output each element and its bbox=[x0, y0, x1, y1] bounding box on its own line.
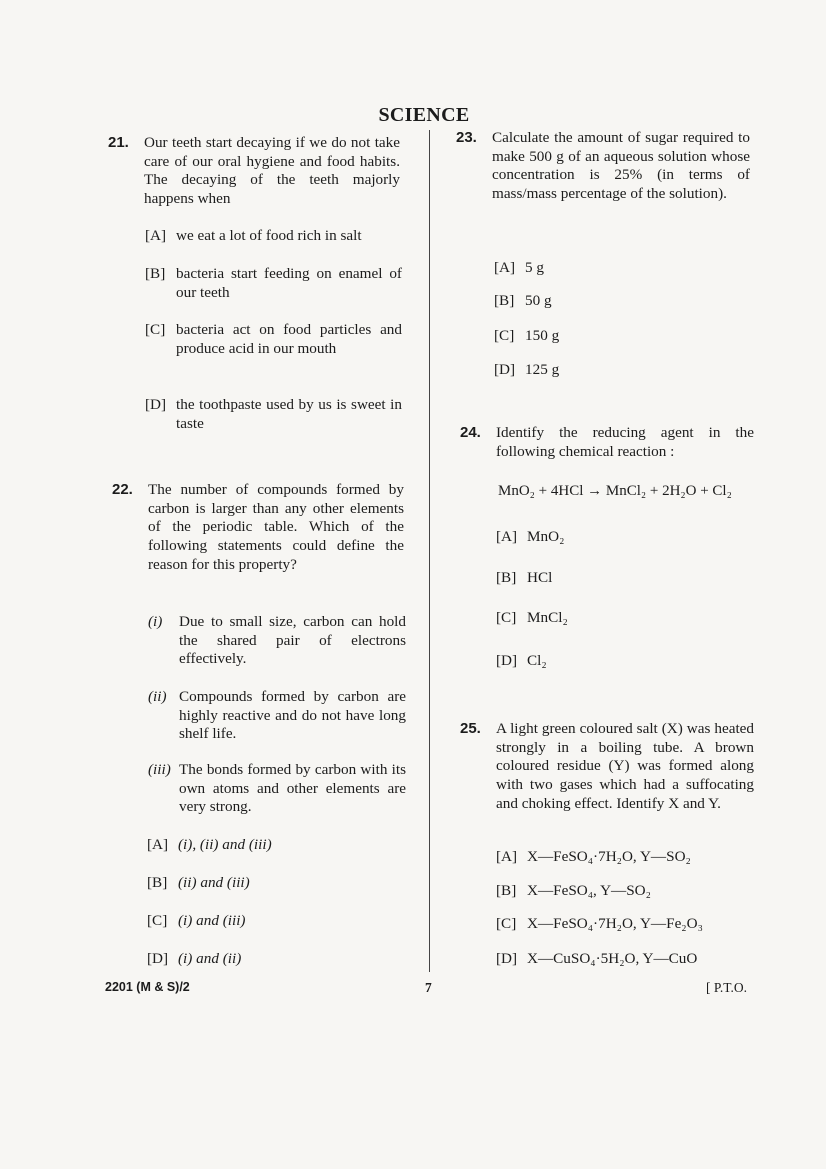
question-number: 25. bbox=[460, 720, 481, 737]
option-label: [D] bbox=[147, 950, 169, 967]
option-label: [D] bbox=[494, 361, 516, 378]
page-number: 7 bbox=[425, 980, 432, 995]
option-23-a[interactable] bbox=[494, 259, 694, 278]
option-23-b[interactable] bbox=[494, 292, 694, 311]
statement-label: (ii) bbox=[148, 688, 167, 705]
question-stem: Our teeth start decaying if we do not take care of our oral hygiene and food habits. The decaying of the teeth majorly happens when bbox=[144, 134, 400, 208]
option-label: [C] bbox=[147, 912, 168, 929]
option-label: [A] bbox=[494, 259, 516, 276]
option-label: [B] bbox=[494, 292, 515, 309]
option-text: X—FeSO₄·7H₂O, Y—SO₂ bbox=[527, 848, 691, 865]
option-label: [C] bbox=[145, 321, 166, 338]
question-stem: Calculate the amount of sugar required to make 500 g of an aqueous solution whose concentration is 25% (in terms of mass/mass percentage of the solution). bbox=[492, 129, 750, 203]
option-label: [C] bbox=[496, 609, 517, 626]
option-22-d[interactable] bbox=[147, 950, 387, 969]
option-label: [B] bbox=[145, 265, 166, 282]
option-text: MnO₂ bbox=[527, 528, 565, 545]
question-number: 23. bbox=[456, 129, 477, 146]
option-text: HCl bbox=[527, 569, 553, 586]
option-text: X—FeSO₄·7H₂O, Y—Fe₂O₃ bbox=[527, 915, 703, 932]
option-24-d[interactable] bbox=[496, 652, 696, 671]
option-text: (i), (ii) and (iii) bbox=[178, 836, 272, 853]
statement-label: (iii) bbox=[148, 761, 171, 778]
question-number: 24. bbox=[460, 424, 481, 441]
option-label: [D] bbox=[496, 652, 518, 669]
option-label: [B] bbox=[496, 569, 517, 586]
option-25-d[interactable] bbox=[496, 950, 754, 969]
statement-text: The bonds formed by carbon with its own atoms and other elements are very strong. bbox=[179, 761, 406, 816]
statement-text: Due to small size, carbon can hold the shared pair of electrons effectively. bbox=[179, 613, 406, 668]
statement-22-iii bbox=[148, 761, 406, 817]
question-stem: Identify the reducing agent in the following chemical reaction : bbox=[496, 424, 754, 460]
option-text: (ii) and (iii) bbox=[178, 874, 250, 891]
option-25-a[interactable] bbox=[496, 848, 754, 867]
option-text: bacteria start feeding on enamel of our teeth bbox=[176, 265, 402, 301]
option-label: [B] bbox=[147, 874, 168, 891]
option-24-a[interactable] bbox=[496, 528, 696, 547]
statement-label: (i) bbox=[148, 613, 163, 630]
option-text: 125 g bbox=[525, 361, 560, 378]
option-text: Cl₂ bbox=[527, 652, 547, 669]
option-25-b[interactable] bbox=[496, 882, 754, 901]
option-22-a[interactable] bbox=[147, 836, 387, 855]
question-21 bbox=[108, 134, 400, 209]
question-22 bbox=[112, 481, 404, 575]
option-21-d[interactable] bbox=[145, 396, 402, 433]
option-text: (i) and (iii) bbox=[178, 912, 246, 929]
option-25-c[interactable] bbox=[496, 915, 754, 934]
pto-label: [ P.T.O. bbox=[706, 980, 748, 995]
page-title: SCIENCE bbox=[378, 104, 470, 126]
option-text: 150 g bbox=[525, 327, 560, 344]
question-stem: A light green coloured salt (X) was heated strongly in a boiling tube. A brown coloured residue (Y) was formed along with two gases which had a suffocating and choking effect. Identify X and Y. bbox=[496, 720, 754, 812]
option-label: [A] bbox=[496, 848, 518, 865]
option-text: X—FeSO₄, Y—SO₂ bbox=[527, 882, 651, 899]
option-label: [C] bbox=[496, 915, 517, 932]
question-25 bbox=[460, 720, 754, 814]
option-label: [B] bbox=[496, 882, 517, 899]
column-divider bbox=[429, 130, 430, 972]
option-24-c[interactable] bbox=[496, 609, 696, 628]
question-23 bbox=[456, 129, 750, 204]
question-number: 21. bbox=[108, 134, 129, 151]
option-23-d[interactable] bbox=[494, 361, 694, 380]
option-text: 5 g bbox=[525, 259, 544, 276]
option-21-a[interactable] bbox=[145, 227, 402, 246]
option-label: [A] bbox=[496, 528, 518, 545]
statement-22-i bbox=[148, 613, 406, 669]
option-label: [C] bbox=[494, 327, 515, 344]
statement-text: Compounds formed by carbon are highly reactive and do not have long shelf life. bbox=[179, 688, 406, 743]
option-24-b[interactable] bbox=[496, 569, 696, 588]
option-22-b[interactable] bbox=[147, 874, 387, 893]
option-21-c[interactable] bbox=[145, 321, 402, 358]
option-text: 50 g bbox=[525, 292, 552, 309]
question-24 bbox=[460, 424, 754, 461]
option-text: (i) and (ii) bbox=[178, 950, 242, 967]
option-label: [D] bbox=[145, 396, 167, 413]
option-22-c[interactable] bbox=[147, 912, 387, 931]
option-23-c[interactable] bbox=[494, 327, 694, 346]
statement-22-ii bbox=[148, 688, 406, 744]
option-label: [A] bbox=[147, 836, 169, 853]
option-label: [D] bbox=[496, 950, 518, 967]
option-text: X—CuSO₄·5H₂O, Y—CuO bbox=[527, 950, 698, 967]
option-text: we eat a lot of food rich in salt bbox=[176, 227, 362, 244]
option-21-b[interactable] bbox=[145, 265, 402, 302]
option-text: MnCl₂ bbox=[527, 609, 568, 626]
option-text: bacteria act on food particles and produce acid in our mouth bbox=[176, 321, 402, 357]
paper-code: 2201 (M & S)/2 bbox=[105, 980, 190, 994]
option-text: the toothpaste used by us is sweet in taste bbox=[176, 396, 402, 432]
question-number: 22. bbox=[112, 481, 133, 498]
chemical-equation: MnO₂ + 4HCl → MnCl₂ + 2H₂O + Cl₂ bbox=[498, 483, 732, 499]
question-stem: The number of compounds formed by carbon is larger than any other elements of the periodic table. Which of the following statements could define the reason for this property? bbox=[148, 481, 404, 573]
option-label: [A] bbox=[145, 227, 167, 244]
